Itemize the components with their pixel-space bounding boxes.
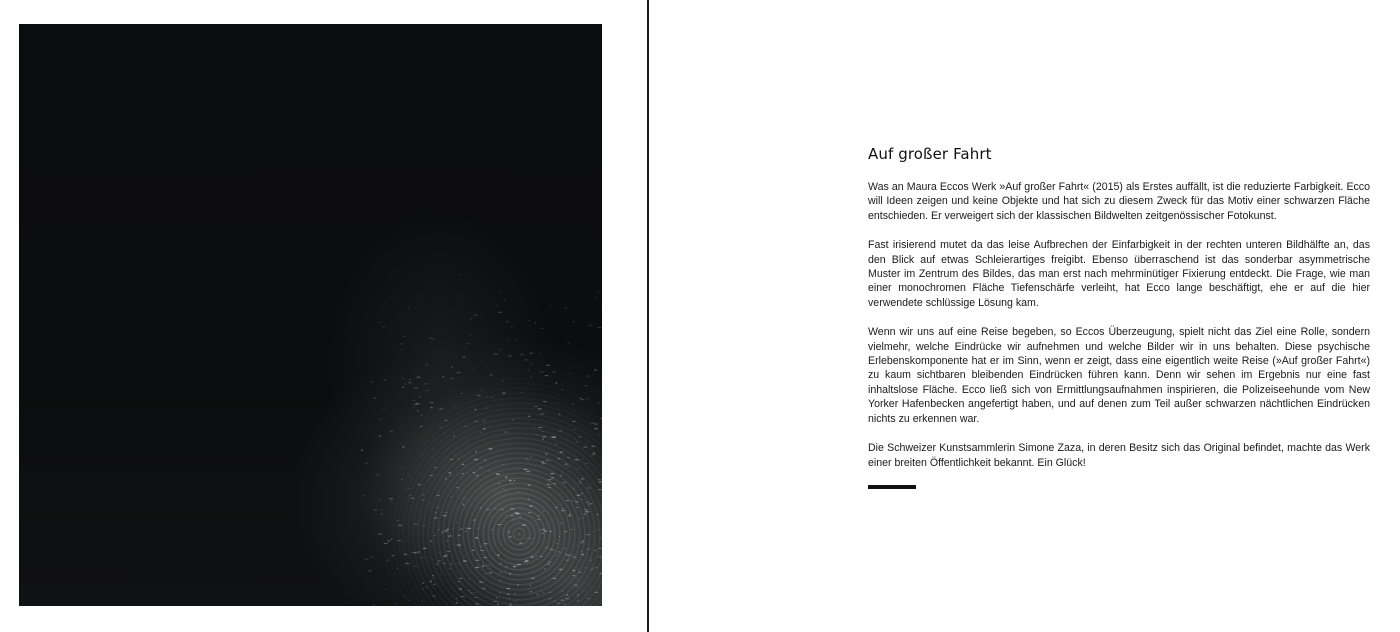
article-paragraph: Wenn wir uns auf eine Reise begeben, so Eccos Überzeugung, spielt nicht das Ziel eine Rolle, sondern vielmehr, welche Eindrücke wir aufnehmen und welche Bilder wir in uns behalten. Diese psychische Erlebenskomponente hat er im Sinn, wenn er zeigt, dass eine eigentlich weite Reise (»Auf großer Fahrt«) zu kaum sichtbaren bleibenden Eindrücken führen kann. Denn wir sehen im Ergebnis nur eine fast inhaltslose Fläche. Ecco ließ sich von Ermittlungsaufnahmen inspirieren, die Polizeiseehunde vom New Yorker Hafenbecken angefertigt haben, und auf denen zum Teil außer schwarzen nächtlichen Eindrücken nichts zu erkennen war. [868,326,1370,425]
end-of-text-rule [868,485,916,489]
article-paragraph: Fast irisierend mutet da das leise Aufbrechen der Einfarbigkeit in der rechten unteren Bildhälfte an, das den Blick auf etwas Schleierartiges freigibt. Ebenso überraschend ist das sonderbar asymmetrische Muster im Zentrum des Bildes, das man erst nach mehrminütiger Fixierung entdeckt. Die Frage, wie man einer monochromen Fläche Tiefenschärfe verleiht, hat Ecco lange beschäftigt, ehe er auf die hier verwendete schlüssige Lösung kam. [868,239,1370,309]
article-paragraph: Was an Maura Eccos Werk »Auf großer Fahrt« (2015) als Erstes auffällt, ist die reduzierte Farbigkeit. Ecco will Ideen zeigen und keine Objekte und hat sich zu diesem Zweck für das Motiv einer schwarzen Fläche entschieden. Er verweigert sich der klassischen Bildwelten zeitgenössischer Fotokunst. [868,181,1370,222]
article [868,144,1370,489]
artwork-photo [19,24,602,606]
photo-sparkles [19,24,602,606]
article-title: Auf großer Fahrt [868,145,992,163]
article-paragraph: Die Schweizer Kunstsammlerin Simone Zaza, in deren Besitz sich das Original befindet, machte das Werk einer breiten Öffentlichkeit bekannt. Ein Glück! [868,442,1370,469]
page-gutter-line [647,0,649,632]
